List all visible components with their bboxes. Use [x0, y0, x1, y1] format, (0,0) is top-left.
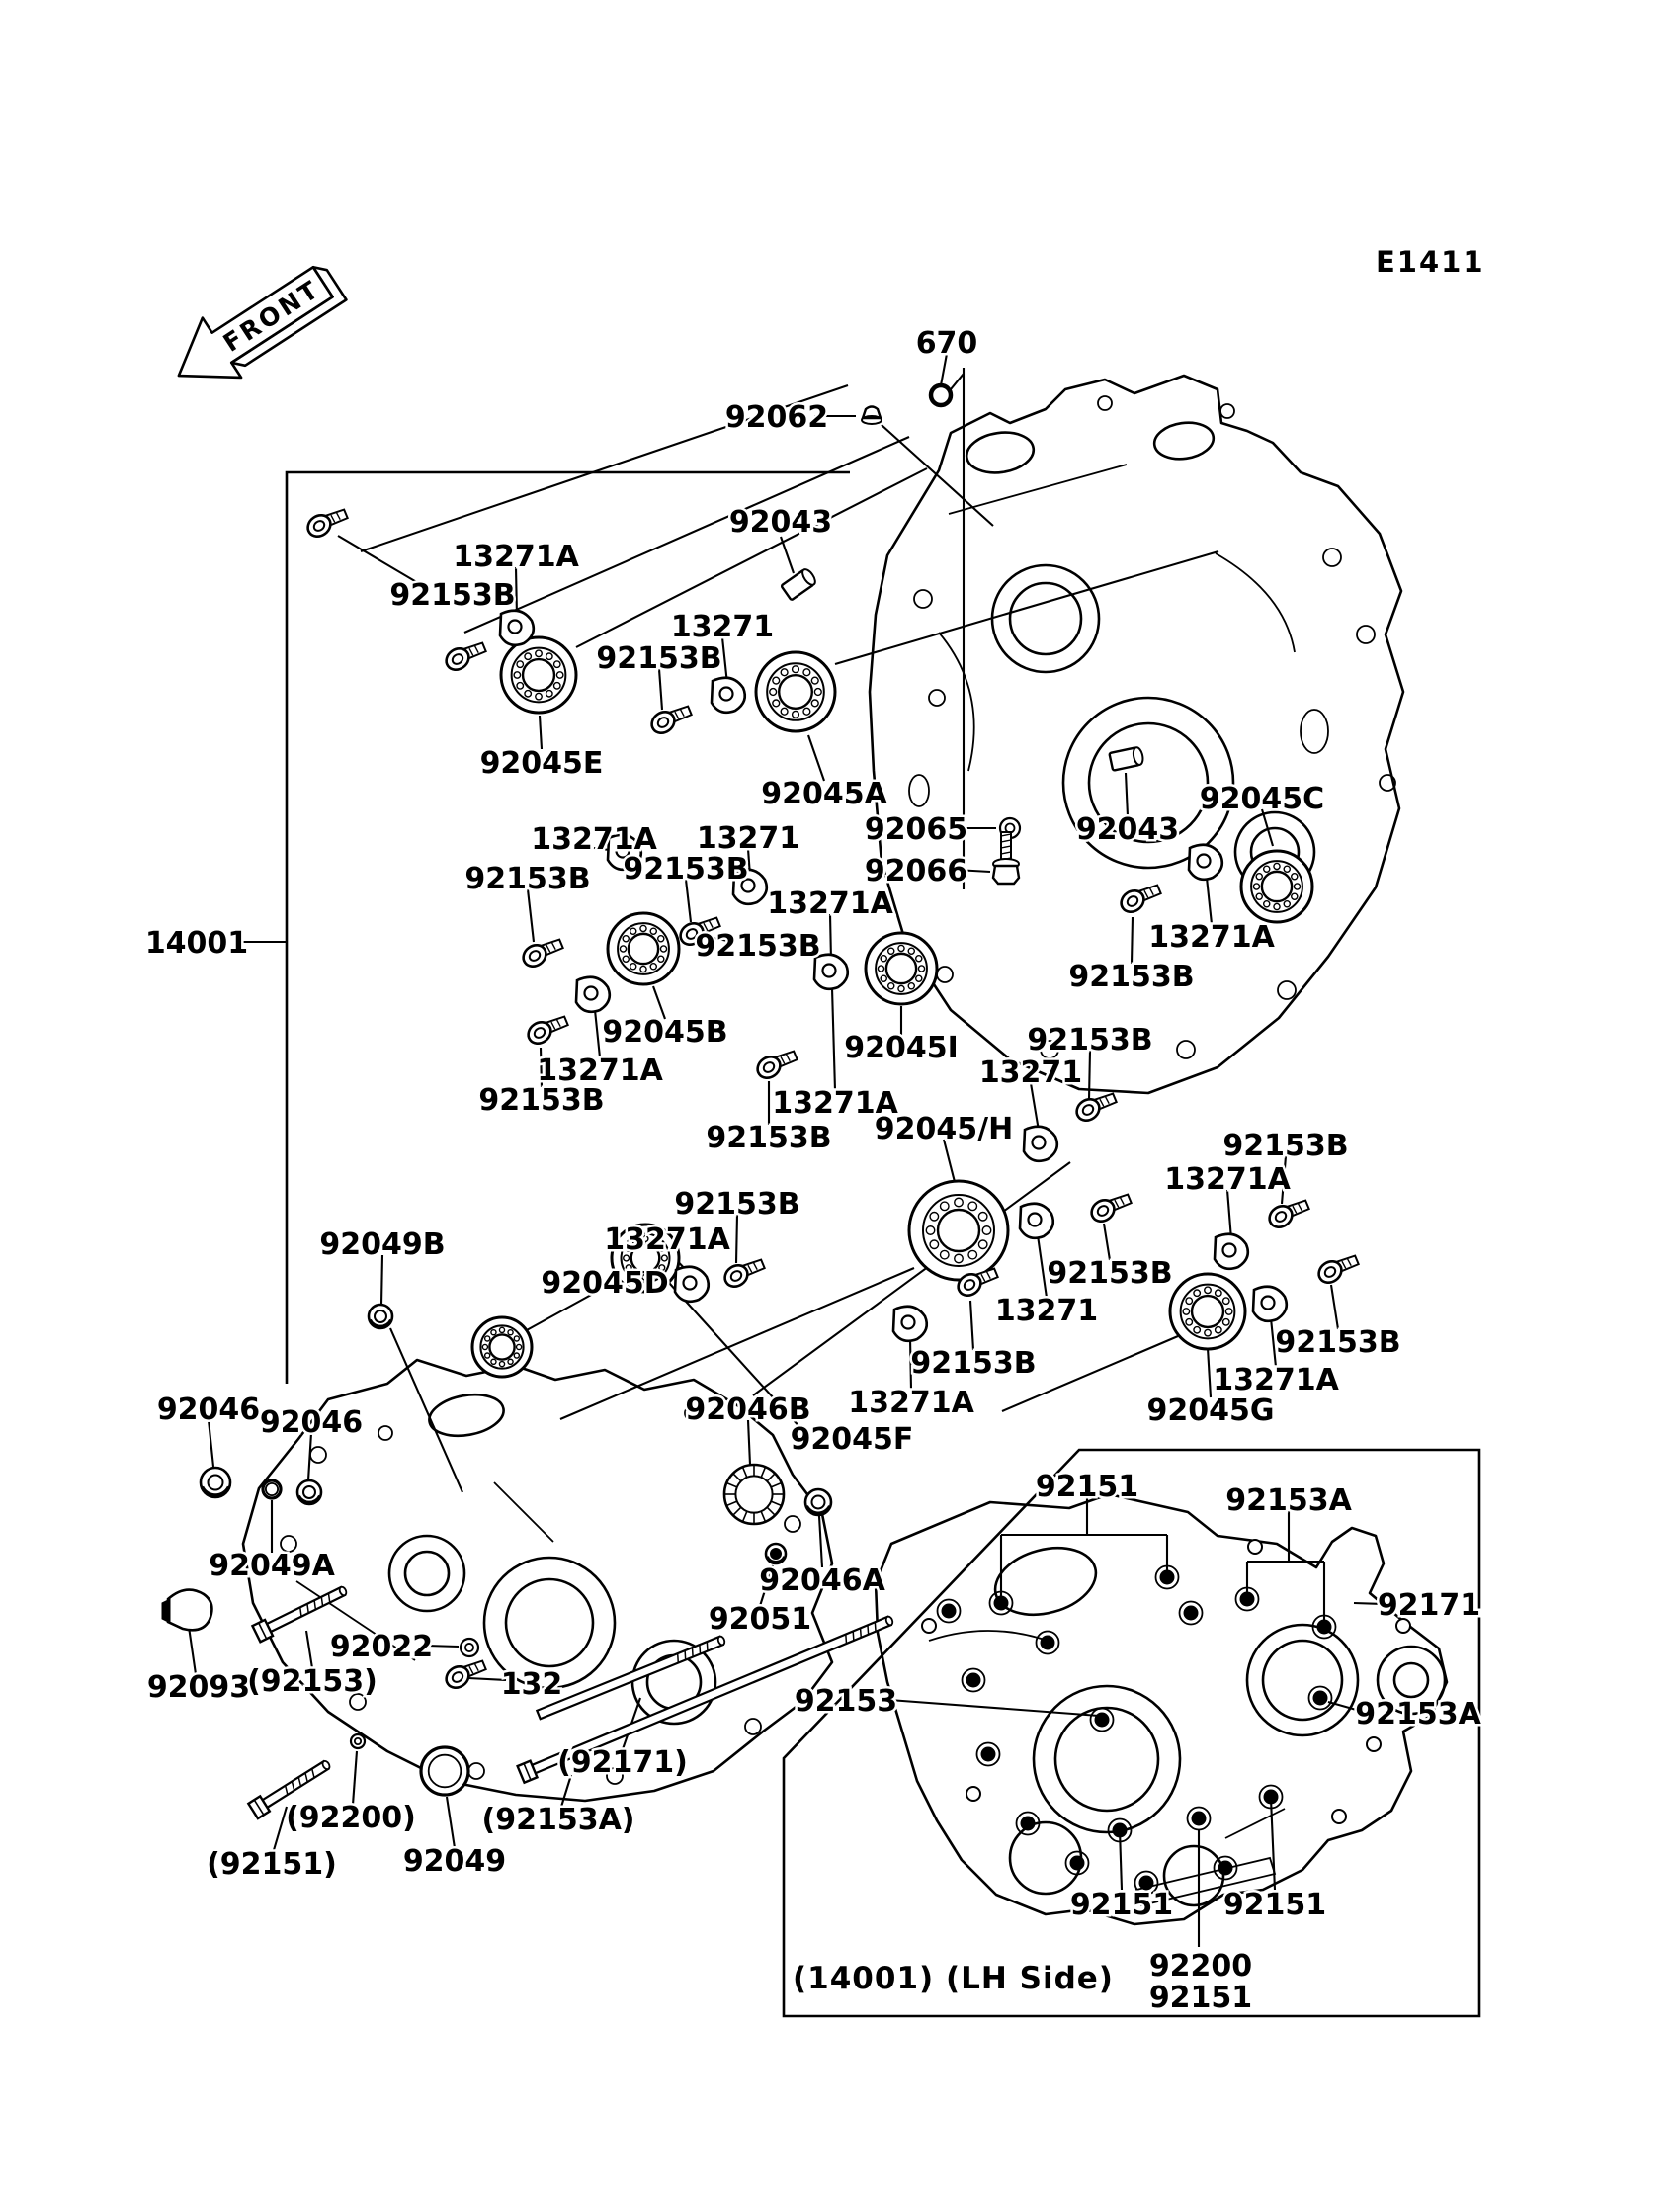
part-label-92153B: 92153B — [478, 1083, 605, 1118]
part-label-92066: 92066 — [864, 854, 968, 888]
leader-line — [390, 1328, 462, 1492]
banjo-bolt-part — [993, 832, 1019, 884]
part-label-92153B: 92153B — [623, 852, 749, 887]
leader-line — [1271, 1799, 1275, 1890]
part-label-92153B: 92153B — [706, 1121, 832, 1155]
part-label-92045I: 92045I — [844, 1031, 959, 1065]
bolt-dot — [1192, 1812, 1207, 1826]
part-label-92151: 92151 — [1222, 1888, 1327, 1922]
drawing-code: E1411 — [1376, 245, 1485, 279]
ball-bearing-part — [756, 652, 835, 731]
flat-screw-part — [753, 1043, 798, 1082]
leader-line — [951, 374, 964, 389]
needle-bearing-part — [724, 1465, 784, 1524]
collar-part — [201, 1468, 230, 1497]
case-hole — [966, 1787, 980, 1801]
part-label-92153A: 92153A — [1225, 1483, 1352, 1518]
part-label-92046: 92046 — [156, 1393, 261, 1427]
part-label-92062: 92062 — [724, 400, 829, 435]
collar-part — [297, 1480, 321, 1504]
part-label-92171: (92171) — [557, 1745, 688, 1780]
flat-screw-part — [519, 931, 564, 971]
part-label-92153B: 92153B — [389, 578, 516, 613]
bearing-retainer-plate-part — [1020, 1204, 1053, 1238]
part-label-92049: 92049 — [402, 1844, 507, 1879]
leader-line — [1038, 1235, 1047, 1298]
part-label-13271A: 13271A — [767, 887, 893, 921]
ball-bearing-part — [1241, 851, 1312, 922]
bearing-retainer-plate-part — [1024, 1127, 1057, 1161]
leader-line — [540, 716, 542, 749]
bolt-dot — [981, 1747, 996, 1762]
leader-line — [889, 1700, 1099, 1716]
collar-part — [805, 1489, 831, 1515]
part-label-92153B: 92153B — [1068, 960, 1195, 994]
part-label-132: 132 — [500, 1667, 563, 1702]
flat-screw-part — [1117, 877, 1162, 916]
part-label-13271A: 13271A — [772, 1086, 898, 1121]
bearing-retainer-plate-part — [1253, 1287, 1287, 1321]
case-plug-part — [162, 1590, 211, 1631]
part-label-92153: 92153 — [794, 1684, 898, 1719]
front-arrow — [159, 247, 351, 406]
leader-line — [1331, 1285, 1338, 1329]
part-label-92043: 92043 — [1075, 812, 1180, 847]
leader-line — [808, 735, 824, 781]
collar-part — [766, 1544, 786, 1563]
leader-line — [528, 889, 534, 942]
part-label-92200: (92200) — [286, 1801, 416, 1835]
part-label-92153B: 92153B — [1275, 1325, 1401, 1360]
bolt-dot — [1184, 1606, 1199, 1621]
leader-line — [736, 1215, 737, 1263]
part-label-670: 670 — [915, 326, 978, 361]
case-hole — [1248, 1540, 1262, 1554]
flat-screw-part — [1314, 1247, 1360, 1287]
part-label-92065: 92065 — [864, 812, 968, 847]
oil-seal-part — [263, 1480, 281, 1498]
part-label-92153B: 92153B — [464, 862, 591, 896]
part-label-92022: 92022 — [329, 1630, 434, 1664]
oil-seal-part — [421, 1747, 468, 1795]
part-label-92049B: 92049B — [319, 1227, 446, 1262]
washer-part — [351, 1734, 365, 1748]
part-label-92045D: 92045D — [541, 1266, 669, 1301]
bearing-retainer-plate-part — [893, 1307, 927, 1341]
part-label-92043: 92043 — [728, 505, 833, 540]
part-label-92045B: 92045B — [602, 1015, 728, 1050]
leader-line — [1120, 1830, 1122, 1890]
part-label-92153A: 92153A — [1355, 1697, 1481, 1732]
part-label-13271A: 13271A — [531, 822, 657, 857]
part-label-92045H: 92045/H — [874, 1112, 1014, 1146]
part-label-92153B: 92153B — [695, 929, 821, 964]
part-label-92153A: (92153A) — [481, 1803, 635, 1837]
leader-line — [306, 1631, 312, 1668]
part-label-92200: 92200 — [1148, 1949, 1253, 1984]
flat-screw-part — [303, 501, 349, 541]
part-label-92171: 92171 — [1377, 1588, 1481, 1623]
bolt-dot — [1113, 1823, 1128, 1838]
leader-line — [1208, 1348, 1211, 1397]
part-label-92151: (92151) — [207, 1847, 337, 1882]
bearing-retainer-plate-part — [675, 1267, 709, 1302]
ball-bearing-part — [909, 1181, 1008, 1280]
bolt-dot — [1240, 1592, 1255, 1607]
case-hole — [1367, 1737, 1381, 1751]
leader-line — [308, 1433, 311, 1480]
collar-part — [369, 1305, 392, 1328]
flat-screw-part — [1265, 1192, 1310, 1231]
leader-line — [595, 1010, 600, 1057]
part-label-13271: 13271 — [670, 610, 775, 644]
part-label-14001: 14001 — [144, 926, 249, 961]
washer-part — [461, 1639, 478, 1656]
part-label-92153: (92153) — [247, 1664, 378, 1699]
ball-bearing-part — [608, 913, 679, 984]
leader-line — [464, 437, 909, 633]
bolt-dot — [1218, 1861, 1233, 1876]
part-label-92049A: 92049A — [209, 1549, 335, 1583]
front-arrow-label: FRONT — [217, 274, 326, 358]
dowel-pin-part — [781, 567, 817, 600]
ball-bearing-part — [472, 1317, 532, 1377]
o-ring-part — [931, 385, 951, 405]
leader-line — [353, 1751, 357, 1805]
case-hole — [922, 1619, 936, 1633]
leader-line — [819, 1516, 822, 1567]
leader-line — [209, 1420, 213, 1467]
part-label-92046: 92046 — [259, 1405, 364, 1440]
leader-line — [381, 1255, 382, 1305]
part-label-13271A: 13271A — [537, 1054, 663, 1088]
flat-screw-part — [1087, 1186, 1133, 1225]
leader-line — [1089, 1051, 1090, 1099]
part-label-13271A: 13271A — [848, 1386, 974, 1420]
leader-line — [274, 1807, 287, 1850]
bolt-dot — [1021, 1817, 1036, 1831]
flat-screw-part — [647, 698, 693, 737]
bearing-retainer-plate-part — [712, 678, 745, 713]
ball-bearing-part — [1170, 1274, 1245, 1349]
part-label-13271A: 13271A — [604, 1223, 730, 1257]
bolt-dot — [1070, 1856, 1085, 1871]
flat-screw-part — [442, 1652, 487, 1692]
bolt-dot — [1095, 1713, 1110, 1728]
leader-line — [1031, 1083, 1039, 1131]
part-label-92151: 92151 — [1035, 1470, 1139, 1504]
part-label-92093: 92093 — [146, 1670, 251, 1705]
part-label-92045F: 92045F — [790, 1422, 914, 1457]
bolt-dot — [994, 1596, 1009, 1611]
part-label-92045C: 92045C — [1199, 782, 1325, 816]
flat-screw-part — [524, 1008, 569, 1048]
part-label-92151: 92151 — [1148, 1981, 1253, 2015]
part-label-92153B: 92153B — [1222, 1129, 1349, 1163]
part-label-13271: 13271 — [696, 821, 800, 856]
part-label-92045E: 92045E — [479, 746, 604, 781]
leader-line — [970, 1301, 973, 1350]
bearing-retainer-plate-part — [500, 611, 534, 645]
part-label-92045A: 92045A — [761, 777, 887, 811]
leader-line — [1104, 1224, 1110, 1260]
part-label-92051: 92051 — [708, 1602, 812, 1637]
leader-line — [1207, 878, 1212, 924]
part-label-92153B: 92153B — [596, 641, 722, 676]
bolt-dot — [1317, 1620, 1332, 1635]
bearing-retainer-plate-part — [576, 977, 610, 1012]
bolt-dot — [966, 1673, 981, 1688]
part-label-13271A: 13271A — [1164, 1162, 1291, 1197]
leader-line — [447, 1797, 455, 1848]
bolt-dot — [1313, 1691, 1328, 1706]
part-label-92046B: 92046B — [685, 1393, 811, 1427]
part-label-13271A: 13271A — [453, 540, 579, 574]
leader-line — [1227, 1190, 1231, 1239]
part-label-92153B: 92153B — [674, 1187, 800, 1222]
bolt-dot — [1160, 1570, 1175, 1585]
leader-line — [189, 1627, 196, 1674]
part-label-13271A: 13271A — [1148, 920, 1275, 955]
breather-cap-part — [862, 407, 882, 425]
part-label-13271A: 13271A — [1213, 1363, 1339, 1397]
case-hole — [1332, 1810, 1346, 1823]
flat-screw-part — [442, 634, 487, 674]
dowel-pin-part — [1109, 746, 1144, 770]
part-label-92153B: 92153B — [1047, 1256, 1173, 1291]
leader-line — [1126, 773, 1128, 816]
part-label-92045G: 92045G — [1146, 1394, 1275, 1428]
bearing-retainer-plate-part — [1215, 1234, 1248, 1269]
part-label-13271: 13271 — [978, 1056, 1083, 1090]
ball-bearing-part — [866, 933, 937, 1004]
part-label-92151: 92151 — [1069, 1888, 1174, 1922]
bolt-dot — [942, 1604, 957, 1619]
part-label-13271: 13271 — [994, 1294, 1099, 1328]
ball-bearing-part — [501, 637, 576, 713]
bearing-retainer-plate-part — [1189, 845, 1222, 880]
lh-side-caption: (14001) (LH Side) — [793, 1961, 1114, 1996]
bolt-dot — [1041, 1636, 1055, 1650]
part-label-92046A: 92046A — [759, 1563, 885, 1598]
leader-line — [1132, 917, 1133, 964]
part-label-92153B: 92153B — [1027, 1023, 1153, 1057]
bolt-dot — [1264, 1790, 1279, 1805]
leader-line — [832, 988, 835, 1090]
part-label-92153B: 92153B — [910, 1346, 1037, 1381]
